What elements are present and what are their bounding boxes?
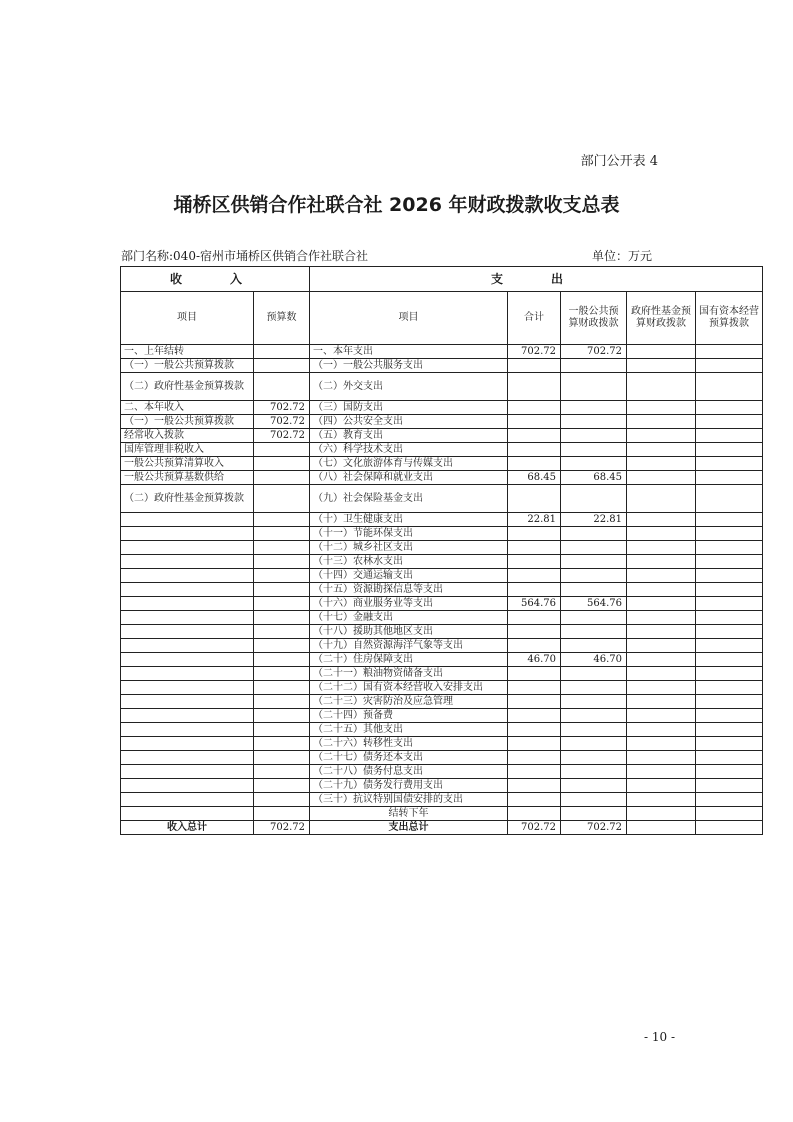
expense-state-cell <box>696 485 763 513</box>
expense-total-cell <box>508 555 561 569</box>
income-item-cell <box>121 695 254 709</box>
expense-state-cell <box>696 611 763 625</box>
expense-total-cell: 702.72 <box>508 345 561 359</box>
col-total: 合计 <box>508 292 561 345</box>
income-item-cell: 国库管理非税收入 <box>121 443 254 457</box>
income-item-cell: 一、上年结转 <box>121 345 254 359</box>
expense-state-cell <box>696 709 763 723</box>
income-item-cell <box>121 569 254 583</box>
expense-state-cell <box>696 443 763 457</box>
table-row <box>121 429 763 443</box>
expense-item-cell: （十七）金融支出 <box>310 611 508 625</box>
expense-state-cell <box>696 625 763 639</box>
col-income-item: 项目 <box>121 292 254 345</box>
income-item-cell <box>121 709 254 723</box>
expense-general-cell <box>561 793 627 807</box>
table-row <box>121 807 763 821</box>
income-budget-cell <box>254 709 310 723</box>
expense-state-cell <box>696 681 763 695</box>
table-row <box>121 583 763 597</box>
expense-general-cell: 68.45 <box>561 471 627 485</box>
expense-state-cell <box>696 401 763 415</box>
income-budget-cell: 702.72 <box>254 401 310 415</box>
table-row <box>121 527 763 541</box>
expense-state-cell <box>696 555 763 569</box>
expense-general-cell <box>561 611 627 625</box>
expense-item-cell: （二十六）转移性支出 <box>310 737 508 751</box>
expense-state-cell <box>696 597 763 611</box>
table-row <box>121 415 763 429</box>
expense-fund-cell <box>627 653 696 667</box>
expense-total-cell <box>508 765 561 779</box>
expense-state-cell <box>696 415 763 429</box>
income-budget-cell <box>254 569 310 583</box>
expense-total-cell <box>508 793 561 807</box>
income-item-cell <box>121 723 254 737</box>
expense-general-cell <box>561 485 627 513</box>
table-row <box>121 373 763 401</box>
table-row <box>121 555 763 569</box>
expense-state-cell <box>696 373 763 401</box>
table-row <box>121 569 763 583</box>
expense-total-cell <box>508 401 561 415</box>
expense-fund-cell <box>627 709 696 723</box>
expense-item-cell: （十四）交通运输支出 <box>310 569 508 583</box>
expense-fund-total <box>627 821 696 835</box>
table-row <box>121 779 763 793</box>
income-budget-cell <box>254 737 310 751</box>
expense-general-cell: 564.76 <box>561 597 627 611</box>
expense-state-cell <box>696 639 763 653</box>
expense-general-cell <box>561 779 627 793</box>
expense-state-cell <box>696 513 763 527</box>
expense-state-cell <box>696 779 763 793</box>
expense-total-cell <box>508 527 561 541</box>
table-row <box>121 723 763 737</box>
table-row <box>121 667 763 681</box>
expense-fund-cell <box>627 625 696 639</box>
expense-item-cell: （二十五）其他支出 <box>310 723 508 737</box>
table-row <box>121 401 763 415</box>
column-header-row <box>121 292 763 345</box>
expense-item-cell: （四）公共安全支出 <box>310 415 508 429</box>
income-budget-cell <box>254 457 310 471</box>
expense-fund-cell <box>627 513 696 527</box>
income-budget-cell <box>254 611 310 625</box>
expense-total-cell <box>508 569 561 583</box>
income-budget-cell <box>254 681 310 695</box>
expense-general-cell <box>561 695 627 709</box>
expense-total-cell <box>508 639 561 653</box>
expense-fund-cell <box>627 639 696 653</box>
table-row <box>121 345 763 359</box>
col-income-budget: 预算数 <box>254 292 310 345</box>
expense-fund-cell <box>627 765 696 779</box>
income-budget-cell <box>254 597 310 611</box>
income-item-cell <box>121 653 254 667</box>
expense-general-cell: 46.70 <box>561 653 627 667</box>
expense-general-cell <box>561 555 627 569</box>
expense-total-cell <box>508 415 561 429</box>
expense-item-cell: （三十）抗议特别国债安排的支出 <box>310 793 508 807</box>
expense-fund-cell <box>627 415 696 429</box>
table-row <box>121 471 763 485</box>
income-budget-cell <box>254 513 310 527</box>
expense-total-value: 702.72 <box>508 821 561 835</box>
income-item-cell <box>121 541 254 555</box>
expense-general-cell <box>561 429 627 443</box>
income-item-cell: （一）一般公共预算拨款 <box>121 359 254 373</box>
expense-fund-cell <box>627 583 696 597</box>
expense-fund-cell <box>627 751 696 765</box>
expense-general-cell <box>561 569 627 583</box>
expense-total-cell <box>508 611 561 625</box>
income-item-cell <box>121 513 254 527</box>
expense-general-cell <box>561 681 627 695</box>
expense-total-cell <box>508 359 561 373</box>
expense-item-cell: （二十二）国有资本经营收入安排支出 <box>310 681 508 695</box>
income-budget-cell <box>254 485 310 513</box>
expense-total-cell <box>508 485 561 513</box>
expense-total-cell <box>508 779 561 793</box>
expense-general-cell <box>561 457 627 471</box>
table-row <box>121 541 763 555</box>
expense-item-cell: （五）教育支出 <box>310 429 508 443</box>
expense-fund-cell <box>627 527 696 541</box>
income-budget-cell <box>254 625 310 639</box>
expense-general-cell <box>561 541 627 555</box>
expense-item-cell: （十八）援助其他地区支出 <box>310 625 508 639</box>
expense-item-cell: （二十九）债务发行费用支出 <box>310 779 508 793</box>
table-row <box>121 443 763 457</box>
income-item-cell <box>121 681 254 695</box>
expense-general-cell <box>561 625 627 639</box>
expense-total-cell: 46.70 <box>508 653 561 667</box>
expense-general-cell <box>561 765 627 779</box>
col-general-budget: 一般公共预算财政拨款 <box>561 292 627 345</box>
expense-item-cell: （十五）资源勘探信息等支出 <box>310 583 508 597</box>
expense-state-total <box>696 821 763 835</box>
col-fund-budget: 政府性基金预算财政拨款 <box>627 292 696 345</box>
expense-fund-cell <box>627 667 696 681</box>
expense-fund-cell <box>627 737 696 751</box>
expense-item-cell: （十）卫生健康支出 <box>310 513 508 527</box>
expense-state-cell <box>696 737 763 751</box>
col-state-capital: 国有资本经营预算拨款 <box>696 292 763 345</box>
income-budget-cell <box>254 765 310 779</box>
expense-fund-cell <box>627 541 696 555</box>
income-budget-cell <box>254 359 310 373</box>
expense-item-cell: （八）社会保障和就业支出 <box>310 471 508 485</box>
total-row <box>121 821 763 835</box>
income-item-cell: （一）一般公共预算拨款 <box>121 415 254 429</box>
income-budget-cell <box>254 695 310 709</box>
expense-fund-cell <box>627 373 696 401</box>
expense-total-cell <box>508 695 561 709</box>
income-item-cell <box>121 779 254 793</box>
expense-fund-cell <box>627 345 696 359</box>
expense-state-cell <box>696 541 763 555</box>
expense-state-cell <box>696 527 763 541</box>
income-item-cell <box>121 597 254 611</box>
expense-general-total: 702.72 <box>561 821 627 835</box>
expense-state-cell <box>696 457 763 471</box>
income-budget-cell <box>254 723 310 737</box>
expense-item-cell: （二十）住房保障支出 <box>310 653 508 667</box>
income-item-cell: 经常收入拨款 <box>121 429 254 443</box>
expense-fund-cell <box>627 807 696 821</box>
expense-fund-cell <box>627 569 696 583</box>
expense-fund-cell <box>627 359 696 373</box>
expense-item-cell: （二十一）粮油物资储备支出 <box>310 667 508 681</box>
table-row <box>121 765 763 779</box>
expense-item-cell: （二十八）债务付息支出 <box>310 765 508 779</box>
expense-item-cell: （二十七）债务还本支出 <box>310 751 508 765</box>
income-budget-cell <box>254 373 310 401</box>
table-row <box>121 681 763 695</box>
income-item-cell <box>121 625 254 639</box>
expense-fund-cell <box>627 457 696 471</box>
col-expense-item: 项目 <box>310 292 508 345</box>
income-item-cell: 二、本年收入 <box>121 401 254 415</box>
expense-fund-cell <box>627 443 696 457</box>
income-budget-cell: 702.72 <box>254 415 310 429</box>
expense-total-cell <box>508 443 561 457</box>
expense-state-cell <box>696 723 763 737</box>
table-row <box>121 457 763 471</box>
expense-item-cell: （六）科学技术支出 <box>310 443 508 457</box>
expense-item-cell: （十九）自然资源海洋气象等支出 <box>310 639 508 653</box>
expense-general-cell <box>561 667 627 681</box>
expense-general-cell <box>561 359 627 373</box>
expense-item-cell: 结转下年 <box>310 807 508 821</box>
expense-item-cell: （九）社会保险基金支出 <box>310 485 508 513</box>
expense-fund-cell <box>627 611 696 625</box>
income-budget-cell <box>254 807 310 821</box>
expense-total-cell <box>508 681 561 695</box>
expense-item-cell: （二十四）预备费 <box>310 709 508 723</box>
expense-total-cell <box>508 583 561 597</box>
expense-general-cell <box>561 709 627 723</box>
income-budget-cell: 702.72 <box>254 429 310 443</box>
income-budget-cell <box>254 639 310 653</box>
expense-state-cell <box>696 807 763 821</box>
expense-fund-cell <box>627 779 696 793</box>
income-budget-cell <box>254 527 310 541</box>
expense-item-cell: （七）文化旅游体育与传媒支出 <box>310 457 508 471</box>
income-item-cell <box>121 667 254 681</box>
page-number: - 10 - <box>643 1030 675 1044</box>
expense-total-cell: 564.76 <box>508 597 561 611</box>
income-budget-cell <box>254 471 310 485</box>
expense-item-cell: （十三）农林水支出 <box>310 555 508 569</box>
income-item-cell <box>121 765 254 779</box>
expense-total-cell <box>508 429 561 443</box>
expense-state-cell <box>696 345 763 359</box>
expense-total-cell <box>508 457 561 471</box>
department-name: 部门名称:040-宿州市埇桥区供销合作社联合社 <box>121 249 369 263</box>
page-title: 埇桥区供销合作社联合社 2026 年财政拨款收支总表 <box>173 194 620 216</box>
table-row <box>121 611 763 625</box>
expense-total-cell: 22.81 <box>508 513 561 527</box>
expense-state-cell <box>696 765 763 779</box>
income-item-cell <box>121 807 254 821</box>
expense-general-cell: 22.81 <box>561 513 627 527</box>
expense-general-cell <box>561 527 627 541</box>
income-total-label: 收入总计 <box>121 821 254 835</box>
income-item-cell: （二）政府性基金预算拨款 <box>121 485 254 513</box>
expense-general-cell <box>561 723 627 737</box>
income-total-value: 702.72 <box>254 821 310 835</box>
expense-state-cell <box>696 359 763 373</box>
expense-fund-cell <box>627 597 696 611</box>
expense-state-cell <box>696 429 763 443</box>
income-item-cell <box>121 737 254 751</box>
table-row <box>121 695 763 709</box>
income-budget-cell <box>254 443 310 457</box>
expense-fund-cell <box>627 793 696 807</box>
expense-item-cell: （十二）城乡社区支出 <box>310 541 508 555</box>
expense-state-cell <box>696 695 763 709</box>
income-item-cell <box>121 583 254 597</box>
expense-item-cell: 一、本年支出 <box>310 345 508 359</box>
expense-state-cell <box>696 471 763 485</box>
expense-general-cell <box>561 443 627 457</box>
expense-fund-cell <box>627 485 696 513</box>
income-budget-cell <box>254 751 310 765</box>
income-item-cell: 一般公共预算清算收入 <box>121 457 254 471</box>
expense-state-cell <box>696 667 763 681</box>
table-row <box>121 653 763 667</box>
expense-item-cell: （十一）节能环保支出 <box>310 527 508 541</box>
expense-section-header: 支 出 <box>310 267 763 292</box>
table-row <box>121 625 763 639</box>
expense-general-cell <box>561 583 627 597</box>
expense-fund-cell <box>627 555 696 569</box>
expense-fund-cell <box>627 471 696 485</box>
expense-state-cell <box>696 569 763 583</box>
income-budget-cell <box>254 779 310 793</box>
expense-general-cell: 702.72 <box>561 345 627 359</box>
income-item-cell <box>121 793 254 807</box>
income-budget-cell <box>254 793 310 807</box>
table-row <box>121 709 763 723</box>
expense-general-cell <box>561 737 627 751</box>
expense-total-cell <box>508 541 561 555</box>
expense-total-cell <box>508 709 561 723</box>
expense-item-cell: （二十三）灾害防治及应急管理 <box>310 695 508 709</box>
income-item-cell <box>121 527 254 541</box>
expense-total-cell <box>508 723 561 737</box>
expense-total-cell <box>508 667 561 681</box>
expense-item-cell: （二）外交支出 <box>310 373 508 401</box>
expense-item-cell: （一）一般公共服务支出 <box>310 359 508 373</box>
unit-label: 单位：万元 <box>592 249 653 263</box>
income-item-cell <box>121 639 254 653</box>
expense-state-cell <box>696 583 763 597</box>
table-row <box>121 359 763 373</box>
income-item-cell <box>121 611 254 625</box>
table-row <box>121 639 763 653</box>
table-row <box>121 751 763 765</box>
income-item-cell: （二）政府性基金预算拨款 <box>121 373 254 401</box>
expense-general-cell <box>561 807 627 821</box>
expense-total-cell <box>508 751 561 765</box>
table-row <box>121 513 763 527</box>
income-section-header: 收 入 <box>121 267 310 292</box>
expense-total-label: 支出总计 <box>310 821 508 835</box>
expense-total-cell <box>508 625 561 639</box>
table-row <box>121 597 763 611</box>
budget-table <box>120 266 763 835</box>
expense-general-cell <box>561 639 627 653</box>
income-budget-cell <box>254 667 310 681</box>
expense-general-cell <box>561 401 627 415</box>
expense-general-cell <box>561 373 627 401</box>
expense-state-cell <box>696 793 763 807</box>
section-header-row <box>121 267 763 292</box>
expense-fund-cell <box>627 681 696 695</box>
expense-total-cell <box>508 737 561 751</box>
table-row <box>121 737 763 751</box>
income-item-cell <box>121 555 254 569</box>
income-budget-cell <box>254 345 310 359</box>
income-budget-cell <box>254 541 310 555</box>
expense-fund-cell <box>627 429 696 443</box>
expense-general-cell <box>561 415 627 429</box>
table-row <box>121 793 763 807</box>
income-budget-cell <box>254 555 310 569</box>
expense-item-cell: （三）国防支出 <box>310 401 508 415</box>
expense-state-cell <box>696 653 763 667</box>
expense-state-cell <box>696 751 763 765</box>
expense-total-cell <box>508 807 561 821</box>
expense-fund-cell <box>627 695 696 709</box>
expense-general-cell <box>561 751 627 765</box>
expense-total-cell: 68.45 <box>508 471 561 485</box>
table-number: 部门公开表 4 <box>580 154 658 169</box>
expense-item-cell: （十六）商业服务业等支出 <box>310 597 508 611</box>
income-item-cell: 一般公共预算基数供给 <box>121 471 254 485</box>
income-budget-cell <box>254 653 310 667</box>
table-row <box>121 485 763 513</box>
income-budget-cell <box>254 583 310 597</box>
expense-total-cell <box>508 373 561 401</box>
income-item-cell <box>121 751 254 765</box>
expense-fund-cell <box>627 723 696 737</box>
expense-fund-cell <box>627 401 696 415</box>
